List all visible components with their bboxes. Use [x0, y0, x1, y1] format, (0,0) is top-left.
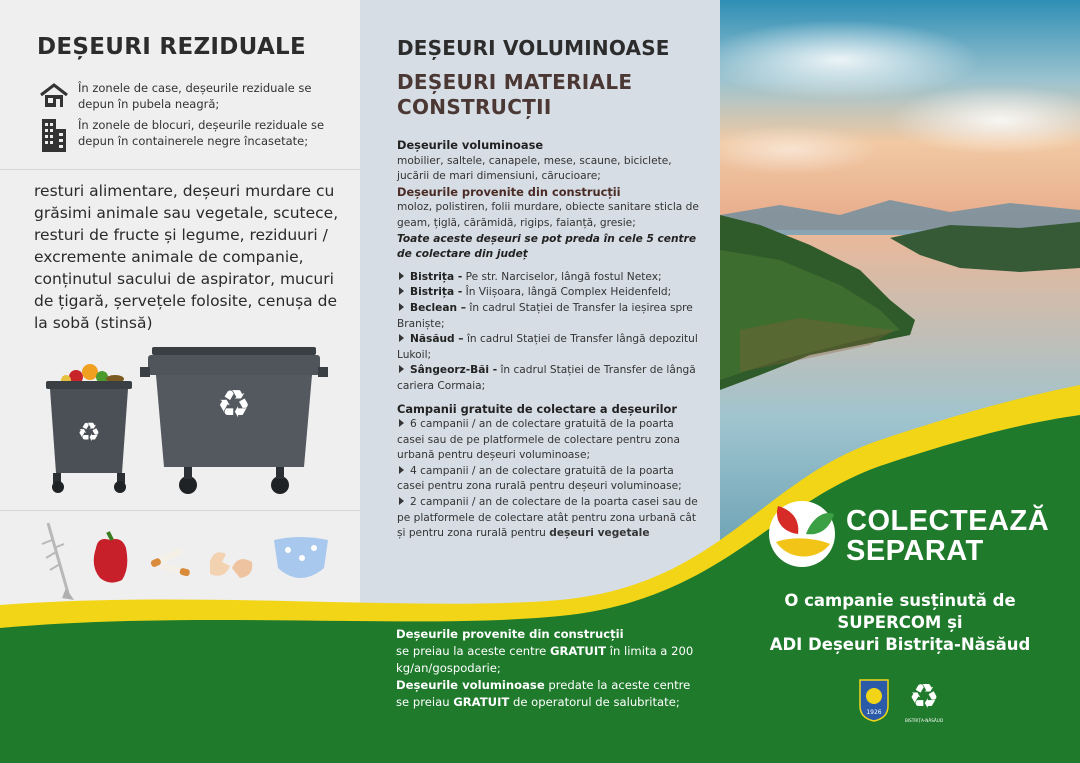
- svg-text:♻: ♻: [216, 382, 252, 426]
- center-item: Sângeorz-Băi - în cadrul Stației de Transfer de lângă cariera Cormaia;: [397, 364, 696, 392]
- svg-text:♻: ♻: [908, 677, 940, 717]
- center-item: Beclean – în cadrul Stației de Transfer la ieșirea spre Braniște;: [397, 301, 693, 330]
- campaign-item: 6 campanii / an de colectare gratuită de la poarta casei sau de pe platformele de colectare pentru zona urbană pentru deșeuri voluminoase;: [397, 418, 680, 462]
- county-seal-icon: [858, 678, 890, 722]
- residual-title: DEȘEURI REZIDUALE: [37, 34, 307, 60]
- houses-text: În zonele de case, deșeurile reziduale se depun în pubela neagră;: [78, 81, 312, 111]
- adi-recycle-logo-icon: [902, 676, 946, 724]
- campaign-item: 4 campanii / an de colectare gratuită de la poarta casei pentru zona rurală pentru deșeuri voluminoase;: [397, 464, 682, 493]
- campaign-support-text: O campanie susținută de SUPERCOM și ADI Deșeuri Bistrița-Năsăud: [769, 591, 1031, 654]
- bulky-title: DEȘEURI VOLUMINOASE: [397, 36, 670, 60]
- campaign-item: 2 campanii / an de colectare de la poarta casei sau de pe platformele de colectare atât pentru zona urbană cât și pentru zona rurală pentru deșeuri vegetale: [397, 496, 698, 540]
- colecteaza-separat-logo-icon: [768, 500, 836, 568]
- bulky-text: mobilier, saltele, canapele, mese, scaune, biciclete, jucării de mari dimensiuni, cărucioare;: [397, 154, 672, 183]
- centers-note: Toate aceste deșeuri se pot preda în cele 5 centre de colectare din județ: [397, 232, 696, 261]
- construction-heading: Deșeurile provenite din construcții: [397, 184, 621, 199]
- center-item: Bistrița - În Viișoara, lângă Complex Heidenfeld;: [397, 285, 702, 301]
- bulky-free-heading: Deșeurile voluminoase: [396, 678, 545, 692]
- construction-title: DEȘEURI MATERIALE CONSTRUCȚII: [397, 70, 633, 119]
- construction-text: moloz, polistiren, folii murdare, obiecte sanitare sticla de geam, țiglă, cărămidă, rigips, faianță, gresie;: [397, 201, 699, 229]
- svg-text:1926: 1926: [866, 709, 882, 716]
- brand-line1: COLECTEAZĂ: [846, 505, 1050, 537]
- brand-wordmark: [846, 506, 1049, 566]
- bulky-heading: Deșeurile voluminoase: [397, 138, 544, 152]
- construction-free-heading: Deșeurile provenite din construcții: [396, 627, 624, 641]
- svg-text:BISTRIȚA-NĂSĂUD: BISTRIȚA-NĂSĂUD: [904, 718, 944, 723]
- svg-text:♻: ♻: [77, 418, 101, 448]
- center-item: Bistrița - Pe str. Narciselor, lângă fostul Netex;: [397, 270, 702, 286]
- blocks-text: În zonele de blocuri, deșeurile reziduale se depun în containerele negre încasetate;: [78, 118, 325, 148]
- campaigns-heading: Campanii gratuite de colectare a deșeurilor: [397, 401, 677, 416]
- brand-line2: SEPARAT: [846, 535, 984, 567]
- free-collection-info: Deșeurile provenite din construcții se preiau la aceste centre GRATUIT în limita a 200 kg/an/gospodarie; Deșeurile voluminoase predate la aceste centre se preiau GRATUIT de operatorul de salubritate;: [396, 627, 694, 709]
- residual-description: resturi alimentare, deșeuri murdare cu grăsimi animale sau vegetale, scutece, resturi de fructe și legume, reziduuri / excremente animale de companie, conținutul sacului de aspirator, mucuri de țigară, șervețele folosite, cenușa de la sobă (stinsă): [34, 182, 339, 332]
- center-item: Năsăud – în cadrul Stației de Transfer lângă depozitul Lukoil;: [397, 333, 698, 361]
